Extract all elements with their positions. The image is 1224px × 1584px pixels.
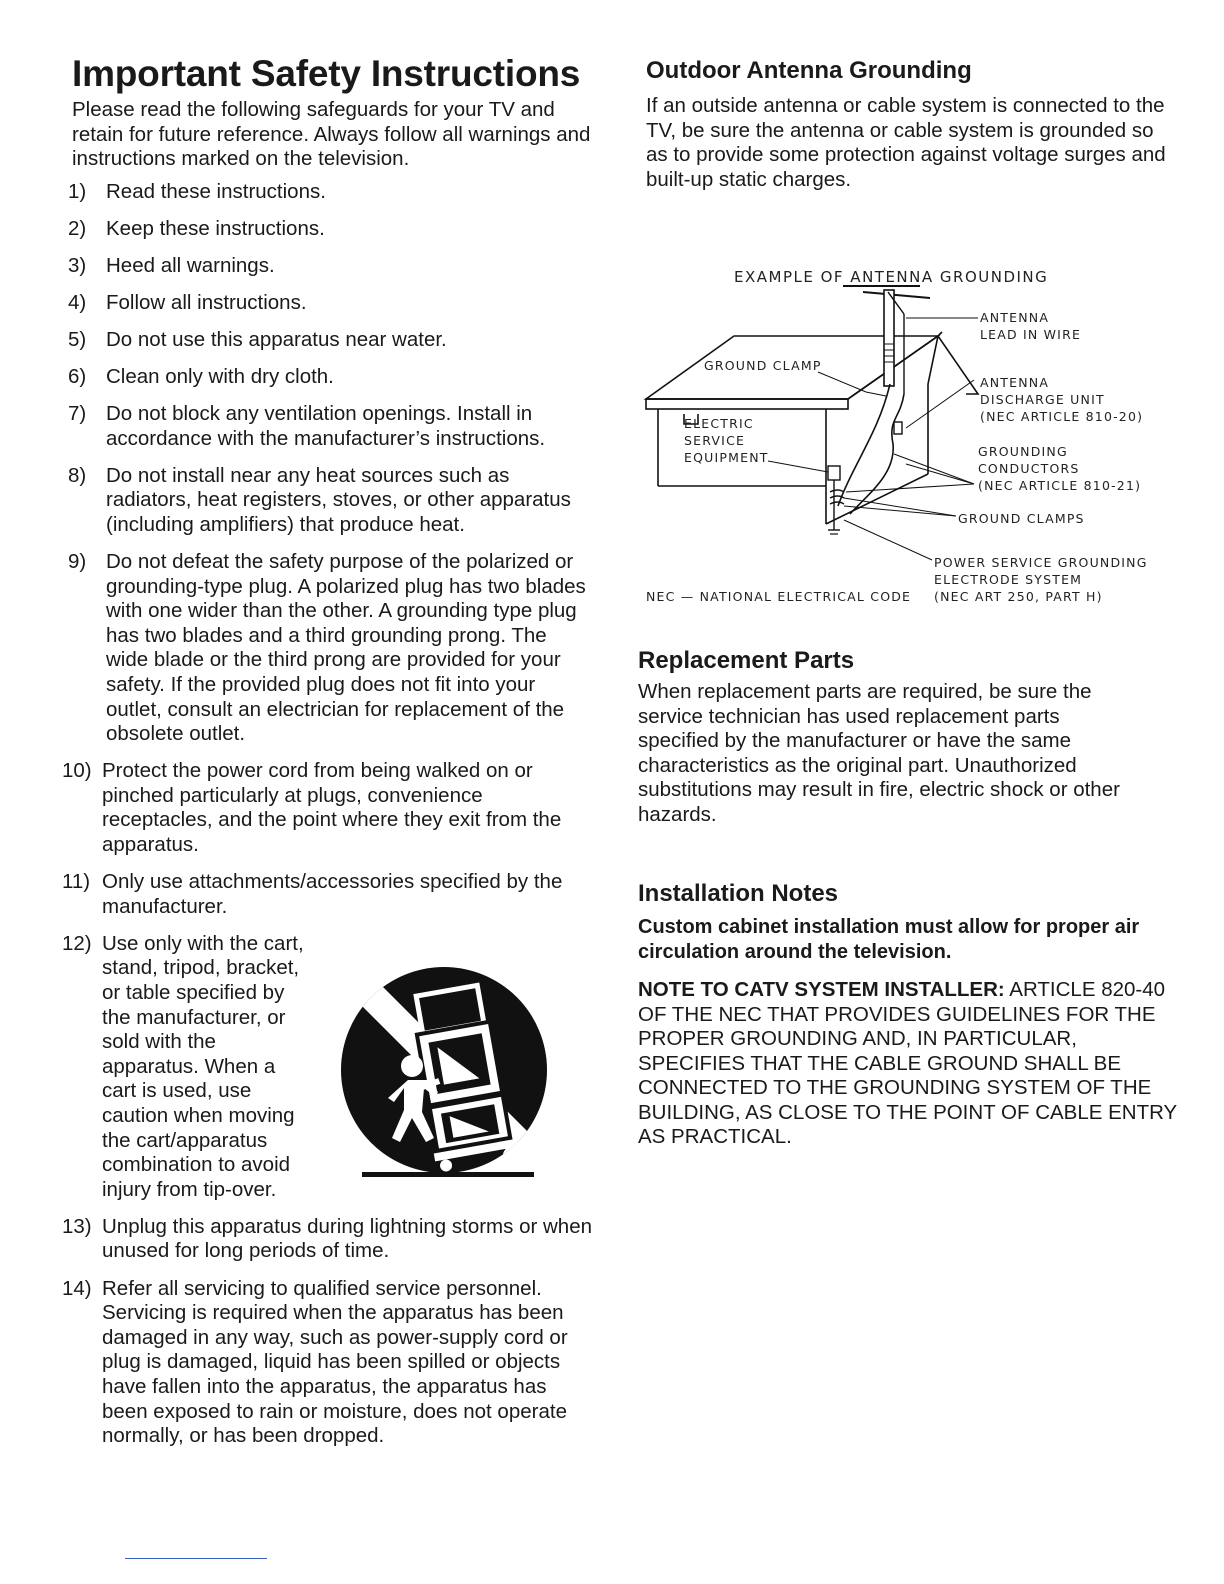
list-item xyxy=(62,870,592,919)
list-item xyxy=(62,932,592,1203)
item-text: Keep these instructions. xyxy=(106,216,325,240)
diagram-caption: EXAMPLE OF ANTENNA GROUNDING xyxy=(734,268,1049,286)
label-ground-clamps: GROUND CLAMPS xyxy=(958,511,1085,526)
item-text: Only use attachments/accessories specified by the manufacturer. xyxy=(102,870,563,918)
label-antenna-discharge: ANTENNA xyxy=(980,375,1050,390)
list-item xyxy=(62,365,592,390)
label-nec-810-21: (NEC ARTICLE 810-21) xyxy=(978,478,1142,493)
item-number: 13) xyxy=(62,1214,92,1238)
catv-note-body: ARTICLE 820-40 OF THE NEC THAT PROVIDES GUIDELINES FOR THE PROPER GROUNDING AND, IN PARTICULAR, SPECIFIES THAT THE CABLE GROUND SHALL BE CONNECTED TO THE GROUNDING SYSTEM OF THE BUILDING, AS CLOSE TO THE POINT OF CABLE ENTRY AS PRACTICAL. xyxy=(638,978,1177,1148)
list-item xyxy=(62,291,592,316)
page-title: Important Safety Instructions xyxy=(72,53,581,94)
leader-lines xyxy=(768,318,978,560)
item-text: Do not block any ventilation openings. Install in accordance with the manufacturer’s instructions. xyxy=(106,402,546,450)
label-electric: ELECTRIC xyxy=(684,416,754,431)
item-text: Do not install near any heat sources such as radiators, heat registers, stoves, or other apparatus (including amplifiers) that produce heat. xyxy=(106,463,571,536)
antenna-grounding-paragraph: If an outside antenna or cable system is connected to the TV, be sure the antenna or cable system is grounded so as to provide some protection against voltage surges and built-up static charges. xyxy=(646,94,1166,191)
footer-rule xyxy=(125,1558,267,1559)
replacement-parts-heading: Replacement Parts xyxy=(638,647,855,674)
item-number: 10) xyxy=(62,759,92,783)
antenna-grounding-heading: Outdoor Antenna Grounding xyxy=(646,57,972,84)
item-text: Clean only with dry cloth. xyxy=(106,364,334,388)
item-number: 11) xyxy=(62,870,91,894)
item-text: Follow all instructions. xyxy=(106,290,307,314)
item-text: Do not defeat the safety purpose of the polarized or grounding-type plug. A polarized plug has two blades with one wider than the other. A grounding type plug has two blades and a third grounding prong. The wide blade or the third prong are provided for your safety. If the provided plug does not fit into your outlet, consult an electrician for replacement of the obsolete outlet. xyxy=(106,550,586,746)
cart-warning-figure xyxy=(338,962,558,1192)
list-item xyxy=(62,254,592,279)
item-number: 14) xyxy=(62,1276,92,1300)
right-column xyxy=(638,50,1178,1150)
antenna-grounding-diagram xyxy=(638,244,1178,644)
label-ground-clamp: GROUND CLAMP xyxy=(704,358,822,373)
intro-paragraph: Please read the following safeguards for your TV and retain for future reference. Always follow all warnings and instructions marked on the television. xyxy=(72,98,591,170)
list-item xyxy=(62,1277,592,1449)
item-text: Do not use this apparatus near water. xyxy=(106,327,447,351)
cabinet-installation-note: Custom cabinet installation must allow for proper air circulation around the television. xyxy=(638,916,1140,963)
item-text: Unplug this apparatus during lightning storms or when unused for long periods of time. xyxy=(102,1214,592,1263)
house-diagram-drawing xyxy=(638,244,1178,644)
list-item xyxy=(62,217,592,242)
item-number: 4) xyxy=(68,290,87,314)
item-text: Protect the power cord from being walked on or pinched particularly at plugs, convenience receptacles, and the point where they exit from the apparatus. xyxy=(102,759,562,857)
label-service: SERVICE xyxy=(684,433,746,448)
catv-note-lead: NOTE TO CATV SYSTEM INSTALLER: xyxy=(638,978,1005,1001)
replacement-parts-section xyxy=(638,646,1178,827)
instructions-list xyxy=(62,180,592,1449)
item-number: 3) xyxy=(68,253,87,277)
catv-installer-note xyxy=(638,978,1178,1150)
item-number: 8) xyxy=(68,463,87,487)
installation-notes-section xyxy=(638,879,1178,1150)
item-number: 9) xyxy=(68,550,87,574)
label-antenna-lead-in: ANTENNA xyxy=(980,310,1050,325)
label-grounding: GROUNDING xyxy=(978,444,1068,459)
cart-tip-over-icon xyxy=(338,962,558,1192)
item-number: 5) xyxy=(68,327,87,351)
label-equipment: EQUIPMENT xyxy=(684,450,769,465)
item-number: 2) xyxy=(68,216,87,240)
list-item xyxy=(62,550,592,747)
label-lead-in-wire: LEAD IN WIRE xyxy=(980,327,1082,342)
item-text: Use only with the cart, stand, tripod, bracket, or table specified by the manufacturer, or sold with the apparatus. When a cart is used, use caution when moving the cart/apparatus combination to avoid injury from tip-over. xyxy=(102,931,304,1201)
label-electrode-system: ELECTRODE SYSTEM xyxy=(934,572,1083,587)
label-nec-810-20: (NEC ARTICLE 810-20) xyxy=(980,409,1144,424)
list-item xyxy=(62,402,592,451)
item-number: 1) xyxy=(68,179,87,203)
label-nec-art-250: (NEC ART 250, PART H) xyxy=(934,589,1103,604)
label-power-service-grounding: POWER SERVICE GROUNDING xyxy=(934,555,1148,570)
item-number: 6) xyxy=(68,364,87,388)
item-text: Refer all servicing to qualified service personnel. Servicing is required when the apparatus has been damaged in any way, such as power-supply cord or plug is damaged, liquid has been spilled or objects have fallen into the apparatus, the apparatus has been exposed to rain or moisture, does not operate normally, or has been dropped. xyxy=(102,1276,568,1448)
list-item xyxy=(62,180,592,205)
replacement-parts-paragraph: When replacement parts are required, be sure the service technician has used replacement parts specified by the manufacturer or have the same characteristics as the original part. Unauthorized substitutions may result in fire, electric shock or other hazards. xyxy=(638,680,1120,826)
list-item xyxy=(62,1215,592,1264)
list-item xyxy=(62,328,592,353)
label-discharge-unit: DISCHARGE UNIT xyxy=(980,392,1105,407)
item-number: 12) xyxy=(62,931,92,955)
list-item xyxy=(62,759,592,857)
safety-instructions-column xyxy=(62,50,592,1461)
antenna-grounding-section xyxy=(646,56,1178,192)
antenna-mast xyxy=(828,286,930,534)
list-item xyxy=(62,464,592,538)
label-nec-definition: NEC — NATIONAL ELECTRICAL CODE xyxy=(646,589,912,604)
installation-notes-heading: Installation Notes xyxy=(638,880,839,907)
item-text: Heed all warnings. xyxy=(106,253,275,277)
item-number: 7) xyxy=(68,402,87,426)
label-conductors: CONDUCTORS xyxy=(978,461,1080,476)
item-text: Read these instructions. xyxy=(106,179,326,203)
